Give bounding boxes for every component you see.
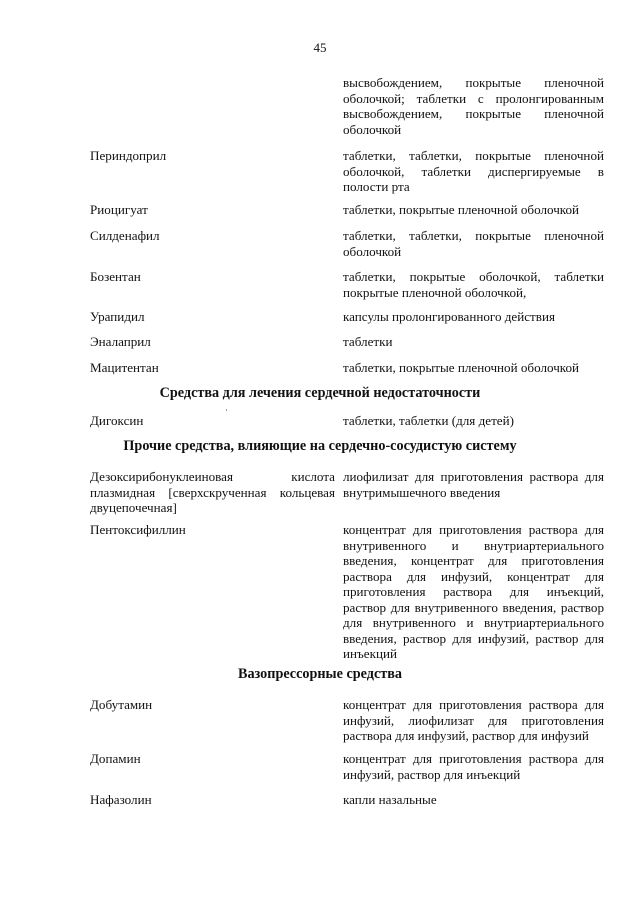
dosage-form: высвобождением, покрытые пленочной оболочкой; таблетки с пролонгированным высвобождением, покрытые пленочной оболочкой xyxy=(343,75,604,137)
drug-name: Допамин xyxy=(90,751,141,766)
drug-name: Эналаприл xyxy=(90,334,151,349)
drug-name: Урапидил xyxy=(90,309,145,324)
dosage-form: таблетки, покрытые пленочной оболочкой xyxy=(343,360,580,375)
drug-name: Мацитентан xyxy=(90,360,159,375)
dosage-form: концентрат для приготовления раствора для внутривенного и внутриартериального введения, концентрат для приготовления раствора для инфузий, концентрат для приготовления раствора для инъекций, раствор для внутривенного введения, раствор для внутривенного и внутриартериального введения, раствор для инфузий, раствор для инъекций xyxy=(343,522,604,661)
drug-name: Нафазолин xyxy=(90,792,152,807)
drug-name: Периндоприл xyxy=(90,148,167,163)
dosage-form: концентрат для приготовления раствора для инфузий, лиофилизат для приготовления раствора для инфузий, раствор для инфузий xyxy=(343,697,604,743)
drug-name: Силденафил xyxy=(90,228,160,243)
drug-name: Пентоксифиллин xyxy=(90,522,186,537)
scan-speck xyxy=(226,409,227,411)
section-heading: Вазопрессорные средства xyxy=(238,666,402,682)
dosage-form: таблетки, покрытые пленочной оболочкой xyxy=(343,202,580,217)
dosage-form: таблетки xyxy=(343,334,393,349)
dosage-form: капли назальные xyxy=(343,792,437,807)
drug-name: Дигоксин xyxy=(90,413,144,428)
dosage-form: таблетки, покрытые оболочкой, таблетки покрытые пленочной оболочкой, xyxy=(343,269,604,300)
section-heading: Средства для лечения сердечной недостаточности xyxy=(159,385,481,401)
dosage-form: таблетки, таблетки (для детей) xyxy=(343,413,514,428)
dosage-form: капсулы пролонгированного действия xyxy=(343,309,555,324)
dosage-form: таблетки, таблетки, покрытые пленочной оболочкой, таблетки диспергируемые в полости рта xyxy=(343,148,604,194)
dosage-form: таблетки, таблетки, покрытые пленочной оболочкой xyxy=(343,228,604,259)
drug-name: Добутамин xyxy=(90,697,153,712)
drug-name: Риоцигуат xyxy=(90,202,148,217)
drug-name: Дезоксирибонуклеиновая кислота плазмидная [сверхскрученная кольцевая двуцепочечная] xyxy=(90,469,335,515)
page-number: 45 xyxy=(313,40,327,55)
dosage-form: лиофилизат для приготовления раствора для внутримышечного введения xyxy=(343,469,604,500)
drug-name: Бозентан xyxy=(90,269,141,284)
section-heading: Прочие средства, влияющие на сердечно-сосудистую систему xyxy=(123,438,517,454)
dosage-form: концентрат для приготовления раствора для инфузий, раствор для инъекций xyxy=(343,751,604,782)
